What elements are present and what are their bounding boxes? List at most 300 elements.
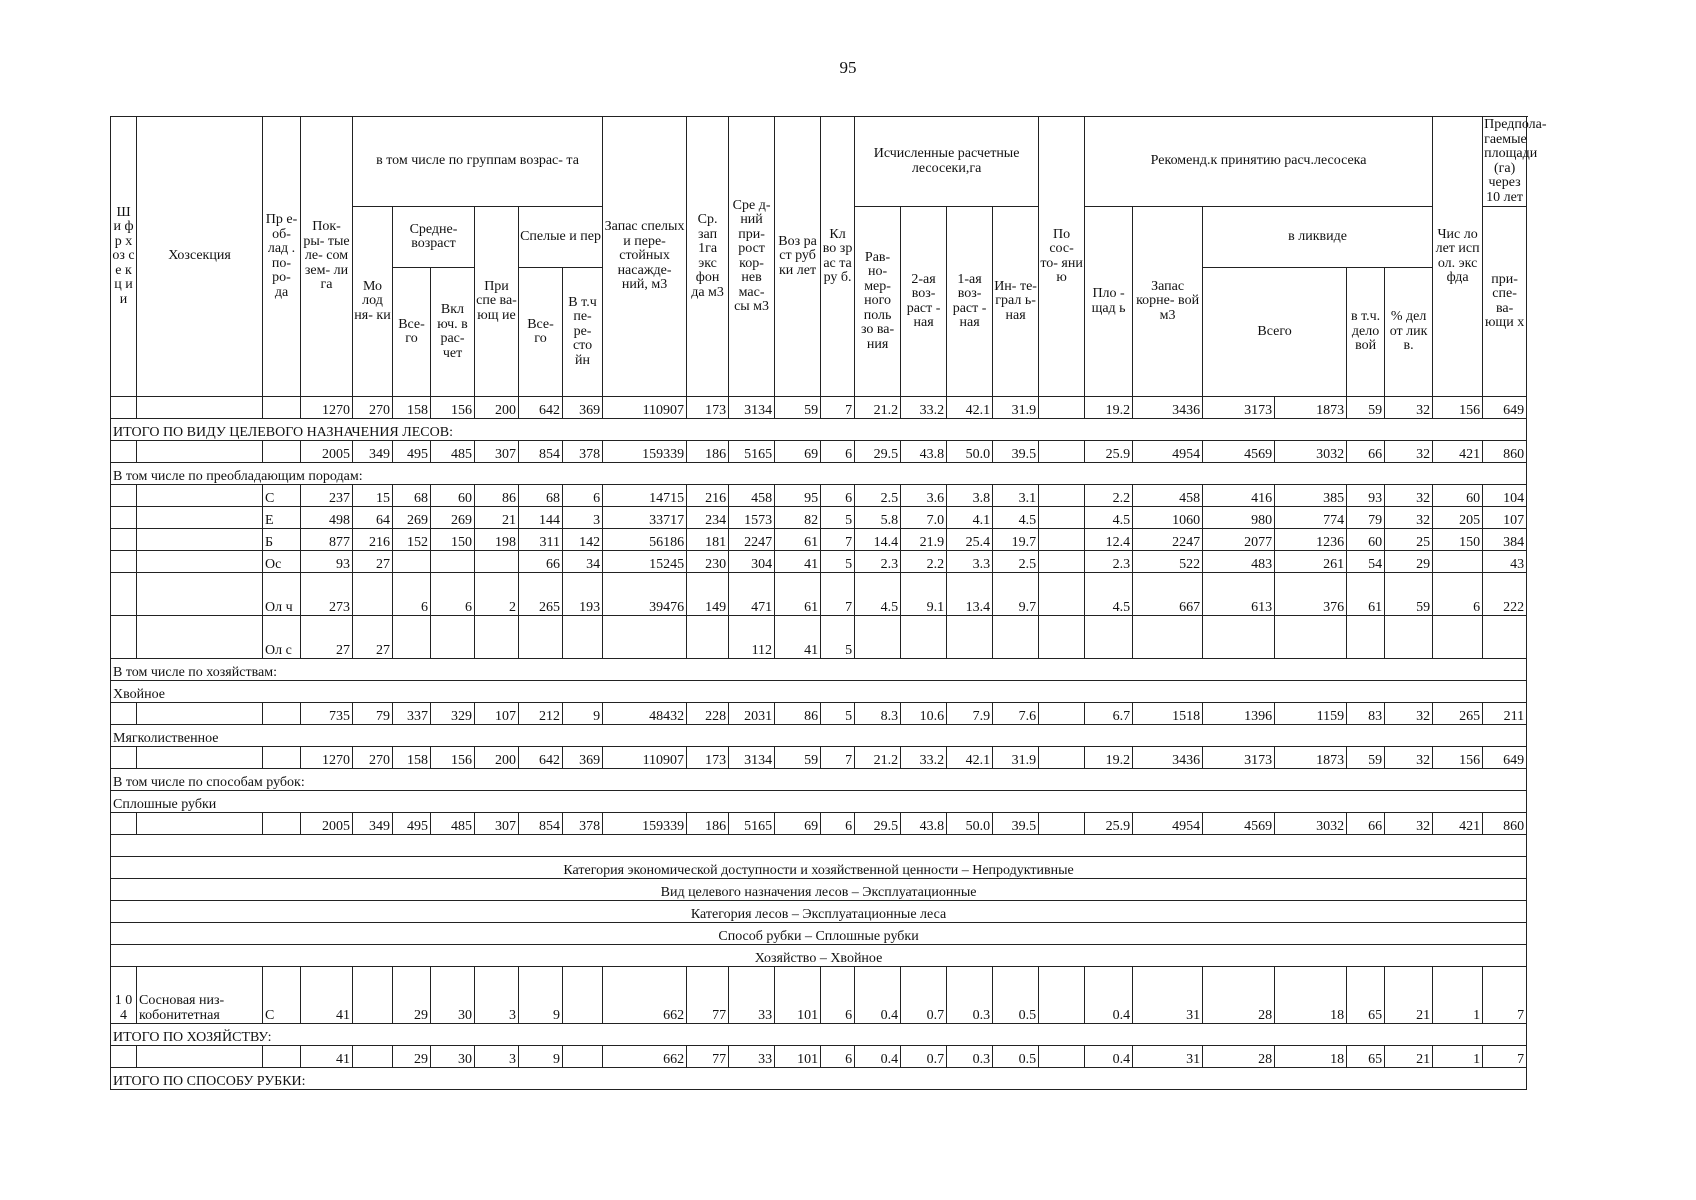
table-section-row [111, 923, 1527, 945]
table-cell: 32 [1385, 507, 1433, 529]
table-cell: 7 [821, 529, 855, 551]
category-heading: Категория экономической доступности и хозяйственной ценности – Непродуктивные [111, 857, 1527, 879]
table-cell [353, 1046, 393, 1068]
table-cell [111, 1046, 137, 1068]
table-cell [393, 551, 431, 573]
table-cell: 150 [1433, 529, 1483, 551]
table-cell [1039, 747, 1085, 769]
header-khozsekciya: Хозсекция [137, 117, 263, 397]
table-cell: 2031 [729, 703, 775, 725]
table-cell [137, 616, 263, 659]
table-cell [855, 616, 901, 659]
table-cell: 50.0 [947, 441, 993, 463]
table-row [111, 529, 1527, 551]
table-cell [1039, 507, 1085, 529]
table-cell [137, 551, 263, 573]
table-section-row [111, 1068, 1527, 1090]
table-cell: 86 [775, 703, 821, 725]
table-cell: 95 [775, 485, 821, 507]
table-cell: 18 [1275, 1046, 1347, 1068]
table-section-row [111, 857, 1527, 879]
table-cell: 21 [1385, 1046, 1433, 1068]
table-cell: 304 [729, 551, 775, 573]
table-cell [901, 616, 947, 659]
table-cell [431, 551, 475, 573]
table-cell [137, 507, 263, 529]
table-cell: 9 [519, 967, 563, 1024]
table-cell [1039, 967, 1085, 1024]
table-cell: 64 [353, 507, 393, 529]
table-cell: 32 [1385, 397, 1433, 419]
table-cell: 3.8 [947, 485, 993, 507]
header-delovoi: в т.ч. дело вой [1347, 268, 1385, 397]
table-cell: 32 [1385, 703, 1433, 725]
header-pokryto: Пок- ры- тые ле- сом зем- ли га [301, 117, 353, 397]
table-cell: 7 [821, 747, 855, 769]
table-cell: 378 [563, 441, 603, 463]
category-heading: Вид целевого назначения лесов – Эксплуатационные [111, 879, 1527, 901]
table-cell: 65 [1347, 967, 1385, 1024]
table-cell: 735 [301, 703, 353, 725]
table-cell: 3.6 [901, 485, 947, 507]
table-cell: Ол с [263, 616, 301, 659]
table-cell [563, 967, 603, 1024]
table-cell [111, 529, 137, 551]
table-cell: 3 [563, 507, 603, 529]
table-cell: 14.4 [855, 529, 901, 551]
table-cell: 101 [775, 1046, 821, 1068]
table-body [111, 397, 1527, 1090]
table-cell: 30 [431, 967, 475, 1024]
table-cell: 3134 [729, 397, 775, 419]
table-cell: 311 [519, 529, 563, 551]
table-cell: 25.9 [1085, 441, 1133, 463]
table-cell: 3.1 [993, 485, 1039, 507]
table-cell: 59 [1347, 397, 1385, 419]
header-vsego: Всего [1203, 268, 1347, 397]
table-cell: 48432 [603, 703, 687, 725]
table-cell: 77 [687, 1046, 729, 1068]
table-cell [1039, 703, 1085, 725]
table-cell: 150 [431, 529, 475, 551]
table-cell: 3436 [1133, 747, 1203, 769]
table-cell: 27 [301, 616, 353, 659]
section-heading: В том числе по преобладающим породам: [111, 463, 1527, 485]
table-cell: 854 [519, 441, 563, 463]
table-cell [137, 573, 263, 616]
table-cell: 56186 [603, 529, 687, 551]
table-cell: Б [263, 529, 301, 551]
table-cell: 4569 [1203, 813, 1275, 835]
table-cell [111, 551, 137, 573]
table-cell: 41 [301, 1046, 353, 1068]
table-cell: Е [263, 507, 301, 529]
table-cell: 159339 [603, 813, 687, 835]
table-cell: 471 [729, 573, 775, 616]
table-cell: 458 [729, 485, 775, 507]
table-cell [1133, 616, 1203, 659]
table-cell: 498 [301, 507, 353, 529]
table-cell: 980 [1203, 507, 1275, 529]
table-cell [1039, 485, 1085, 507]
table-cell: 211 [1483, 703, 1527, 725]
header-v-likvide: в ликвиде [1203, 207, 1433, 268]
table-cell: 269 [393, 507, 431, 529]
table-cell: 31 [1133, 967, 1203, 1024]
table-cell: 2077 [1203, 529, 1275, 551]
table-cell: 522 [1133, 551, 1203, 573]
table-cell: 485 [431, 813, 475, 835]
header-zapas: Запас спелых и пере- стойных насажде- ний, м3 [603, 117, 687, 397]
table-row [111, 397, 1527, 419]
table-cell: 1873 [1275, 397, 1347, 419]
table-cell: 83 [1347, 703, 1385, 725]
table-cell: 854 [519, 813, 563, 835]
table-cell: 2005 [301, 441, 353, 463]
table-cell: 0.4 [1085, 967, 1133, 1024]
table-cell: 59 [775, 747, 821, 769]
table-cell: 42.1 [947, 397, 993, 419]
table-cell: 378 [563, 813, 603, 835]
header-spelye: Спелые и пер [519, 207, 603, 268]
table-cell: 142 [563, 529, 603, 551]
table-cell: 6 [821, 1046, 855, 1068]
section-heading: Хвойное [111, 681, 1527, 703]
table-cell: 228 [687, 703, 729, 725]
header-ischislennye: Исчисленные расчетные лесосеки,га [855, 117, 1039, 207]
table-cell: 485 [431, 441, 475, 463]
table-cell: 32 [1385, 747, 1433, 769]
table-cell: 107 [475, 703, 519, 725]
table-cell: 34 [563, 551, 603, 573]
table-cell [1039, 529, 1085, 551]
table-cell: 2.3 [855, 551, 901, 573]
table-row [111, 485, 1527, 507]
table-cell: 60 [1347, 529, 1385, 551]
table-cell: 0.5 [993, 1046, 1039, 1068]
table-cell: 25.9 [1085, 813, 1133, 835]
table-cell [263, 703, 301, 725]
table-cell: 7 [1483, 967, 1527, 1024]
header-integralnaya: Ин- те- грал ь- ная [993, 207, 1039, 397]
table-cell: 4.5 [1085, 573, 1133, 616]
table-cell: 112 [729, 616, 775, 659]
table-cell: С [263, 967, 301, 1024]
header-ravnomernogo: Рав- но- мер- ного поль зо ва- ния [855, 207, 901, 397]
table-cell: 376 [1275, 573, 1347, 616]
table-cell: 33 [729, 1046, 775, 1068]
table-cell [1039, 397, 1085, 419]
table-cell: 1270 [301, 747, 353, 769]
header-chislo-let: Чис ло лет исп ол. экс фда [1433, 117, 1483, 397]
header-sp-perestoinye: В т.ч пе- ре- сто йн [563, 268, 603, 397]
table-row [111, 1046, 1527, 1068]
table-cell: 667 [1133, 573, 1203, 616]
table-cell: 158 [393, 747, 431, 769]
table-cell: 877 [301, 529, 353, 551]
table-cell: 144 [519, 507, 563, 529]
table-cell: 200 [475, 747, 519, 769]
table-cell: 7.0 [901, 507, 947, 529]
table-cell [947, 616, 993, 659]
table-cell: 13.4 [947, 573, 993, 616]
table-cell: 14715 [603, 485, 687, 507]
table-cell: 269 [431, 507, 475, 529]
table-cell: 234 [687, 507, 729, 529]
table-cell [1039, 1046, 1085, 1068]
table-cell: 3032 [1275, 813, 1347, 835]
table-cell: С [263, 485, 301, 507]
table-cell: 5 [821, 551, 855, 573]
table-cell [1275, 616, 1347, 659]
table-cell: 0.3 [947, 967, 993, 1024]
table-cell [263, 441, 301, 463]
table-cell [1433, 616, 1483, 659]
table-cell: 12.4 [1085, 529, 1133, 551]
category-heading: Способ рубки – Сплошные рубки [111, 923, 1527, 945]
table-cell: 6.7 [1085, 703, 1133, 725]
table-row [111, 813, 1527, 835]
table-cell: 6 [563, 485, 603, 507]
table-cell: 186 [687, 813, 729, 835]
table-cell: 421 [1433, 441, 1483, 463]
table-cell: 19.2 [1085, 397, 1133, 419]
table-cell: 4.5 [1085, 507, 1133, 529]
table-cell: 61 [1347, 573, 1385, 616]
table-section-row [111, 791, 1527, 813]
table-cell: 3.3 [947, 551, 993, 573]
table-cell [1039, 813, 1085, 835]
header-vozrast: Воз ра ст руб ки лет [775, 117, 821, 397]
table-cell: 2.5 [855, 485, 901, 507]
table-cell: 27 [353, 551, 393, 573]
header-shifr: Ш и ф р х оз се к ц и и [111, 117, 137, 397]
table-cell: 649 [1483, 747, 1527, 769]
table-cell: 5 [821, 507, 855, 529]
table-cell: 59 [775, 397, 821, 419]
table-cell [603, 616, 687, 659]
table-cell: Ол ч [263, 573, 301, 616]
table-section-row [111, 945, 1527, 967]
table-cell [353, 573, 393, 616]
table-cell: 110907 [603, 397, 687, 419]
table-cell: 77 [687, 967, 729, 1024]
table-cell: 2.2 [901, 551, 947, 573]
table-cell: 265 [519, 573, 563, 616]
table-cell: 79 [353, 703, 393, 725]
table-cell: 59 [1385, 573, 1433, 616]
table-cell: 0.4 [855, 967, 901, 1024]
table-cell: 495 [393, 813, 431, 835]
table-cell: 1573 [729, 507, 775, 529]
header-klass: Кл во зр ас та ру б. [821, 117, 855, 397]
table-cell: 152 [393, 529, 431, 551]
header-molodnyaki: Мо лод ня- ки [353, 207, 393, 397]
table-cell: 68 [519, 485, 563, 507]
table-cell: 32 [1385, 485, 1433, 507]
table-cell: 9.1 [901, 573, 947, 616]
table-cell: 1 0 4 [111, 967, 137, 1024]
section-heading: В том числе по хозяйствам: [111, 659, 1527, 681]
table-cell: 385 [1275, 485, 1347, 507]
table-cell: 200 [475, 397, 519, 419]
table-cell: 43.8 [901, 441, 947, 463]
table-cell: Сосновая низ- кобонитетная [137, 967, 263, 1024]
table-cell: 2.5 [993, 551, 1039, 573]
table-cell: 29.5 [855, 441, 901, 463]
table-cell [137, 397, 263, 419]
table-cell [111, 616, 137, 659]
table-cell [137, 529, 263, 551]
table-cell: 19.2 [1085, 747, 1133, 769]
header-prisp-10: при- спе- ва- ющи х [1483, 207, 1527, 397]
forest-data-table [110, 116, 1547, 1090]
header-sp-vsego: Все- го [519, 268, 563, 397]
table-cell: 5165 [729, 813, 775, 835]
table-cell: 9 [563, 703, 603, 725]
header-age-groups: в том числе по группам возрас- та [353, 117, 603, 207]
table-cell [563, 1046, 603, 1068]
table-cell: 60 [1433, 485, 1483, 507]
category-heading: Категория лесов – Эксплуатационные леса [111, 901, 1527, 923]
table-cell: 649 [1483, 397, 1527, 419]
table-cell: 41 [301, 967, 353, 1024]
table-cell: 1518 [1133, 703, 1203, 725]
table-cell: 458 [1133, 485, 1203, 507]
table-cell: 205 [1433, 507, 1483, 529]
table-cell: 237 [301, 485, 353, 507]
table-cell: 369 [563, 747, 603, 769]
table-cell: 3134 [729, 747, 775, 769]
table-cell: 3436 [1133, 397, 1203, 419]
table-cell: 61 [775, 573, 821, 616]
table-cell: 1396 [1203, 703, 1275, 725]
table-section-row [111, 1024, 1527, 1046]
table-cell: 216 [353, 529, 393, 551]
table-cell: 66 [1347, 441, 1385, 463]
table-cell [393, 616, 431, 659]
table-cell: 5.8 [855, 507, 901, 529]
header-sr-zapas: Ср. зап 1га экс фон да м3 [687, 117, 729, 397]
table-cell: 9.7 [993, 573, 1039, 616]
table-row [111, 573, 1527, 616]
table-cell: 384 [1483, 529, 1527, 551]
table-cell: 3 [475, 967, 519, 1024]
table-cell [993, 616, 1039, 659]
table-cell: 5165 [729, 441, 775, 463]
table-cell [137, 1046, 263, 1068]
table-cell: Ос [263, 551, 301, 573]
table-cell: 156 [431, 747, 475, 769]
table-cell [111, 507, 137, 529]
table-cell: 4569 [1203, 441, 1275, 463]
table-cell: 1 [1433, 1046, 1483, 1068]
table-cell: 25 [1385, 529, 1433, 551]
table-cell: 265 [1433, 703, 1483, 725]
table-cell: 156 [1433, 747, 1483, 769]
table-section-row [111, 835, 1527, 857]
table-cell: 3173 [1203, 747, 1275, 769]
table-cell: 662 [603, 967, 687, 1024]
table-cell [1085, 616, 1133, 659]
table-cell [1385, 616, 1433, 659]
table-cell: 0.4 [855, 1046, 901, 1068]
table-cell [1039, 551, 1085, 573]
table-cell: 6 [821, 485, 855, 507]
table-cell: 6 [821, 441, 855, 463]
table-cell: 222 [1483, 573, 1527, 616]
table-cell: 33.2 [901, 747, 947, 769]
table-cell [111, 573, 137, 616]
table-cell: 33.2 [901, 397, 947, 419]
table-cell: 7.6 [993, 703, 1039, 725]
section-heading [111, 835, 1527, 857]
table-cell: 2247 [729, 529, 775, 551]
table-cell: 7 [821, 397, 855, 419]
table-cell: 10.6 [901, 703, 947, 725]
table-cell [137, 813, 263, 835]
table-row [111, 441, 1527, 463]
header-srednevozrast: Средне- возраст [393, 207, 475, 268]
table-cell: 25.4 [947, 529, 993, 551]
table-cell: 8.3 [855, 703, 901, 725]
table-cell: 15 [353, 485, 393, 507]
table-cell: 42.1 [947, 747, 993, 769]
table-cell: 349 [353, 813, 393, 835]
table-cell [111, 397, 137, 419]
table-cell: 1159 [1275, 703, 1347, 725]
table-cell: 3032 [1275, 441, 1347, 463]
table-cell [1483, 616, 1527, 659]
table-section-row [111, 769, 1527, 791]
table-cell: 337 [393, 703, 431, 725]
table-cell: 18 [1275, 967, 1347, 1024]
table-cell: 4.5 [855, 573, 901, 616]
table-cell: 4954 [1133, 441, 1203, 463]
table-cell [1039, 573, 1085, 616]
table-cell: 181 [687, 529, 729, 551]
table-section-row [111, 463, 1527, 485]
table-cell: 216 [687, 485, 729, 507]
section-heading: ИТОГО ПО ХОЗЯЙСТВУ: [111, 1024, 1527, 1046]
table-cell [111, 441, 137, 463]
table-cell: 173 [687, 747, 729, 769]
table-cell: 613 [1203, 573, 1275, 616]
table-section-row [111, 681, 1527, 703]
header-predpol: Предпола- гаемые площади (га) через 10 лет [1484, 117, 1547, 205]
table-cell: 349 [353, 441, 393, 463]
table-cell: 662 [603, 1046, 687, 1068]
table-row [111, 967, 1527, 1024]
table-section-row [111, 879, 1527, 901]
table-cell: 3 [475, 1046, 519, 1068]
table-cell: 68 [393, 485, 431, 507]
table-cell: 416 [1203, 485, 1275, 507]
table-cell: 54 [1347, 551, 1385, 573]
table-cell: 21.2 [855, 397, 901, 419]
header-po-sostoyaniyu: По сос- то- яни ю [1039, 117, 1085, 397]
table-cell [519, 616, 563, 659]
table-cell: 261 [1275, 551, 1347, 573]
table-cell: 110907 [603, 747, 687, 769]
table-cell: 860 [1483, 441, 1527, 463]
table-cell: 307 [475, 813, 519, 835]
table-cell [137, 441, 263, 463]
table-row [111, 616, 1527, 659]
section-heading: ИТОГО ПО ВИДУ ЦЕЛЕВОГО НАЗНАЧЕНИЯ ЛЕСОВ: [111, 419, 1527, 441]
table-cell [1039, 616, 1085, 659]
table-cell [111, 747, 137, 769]
